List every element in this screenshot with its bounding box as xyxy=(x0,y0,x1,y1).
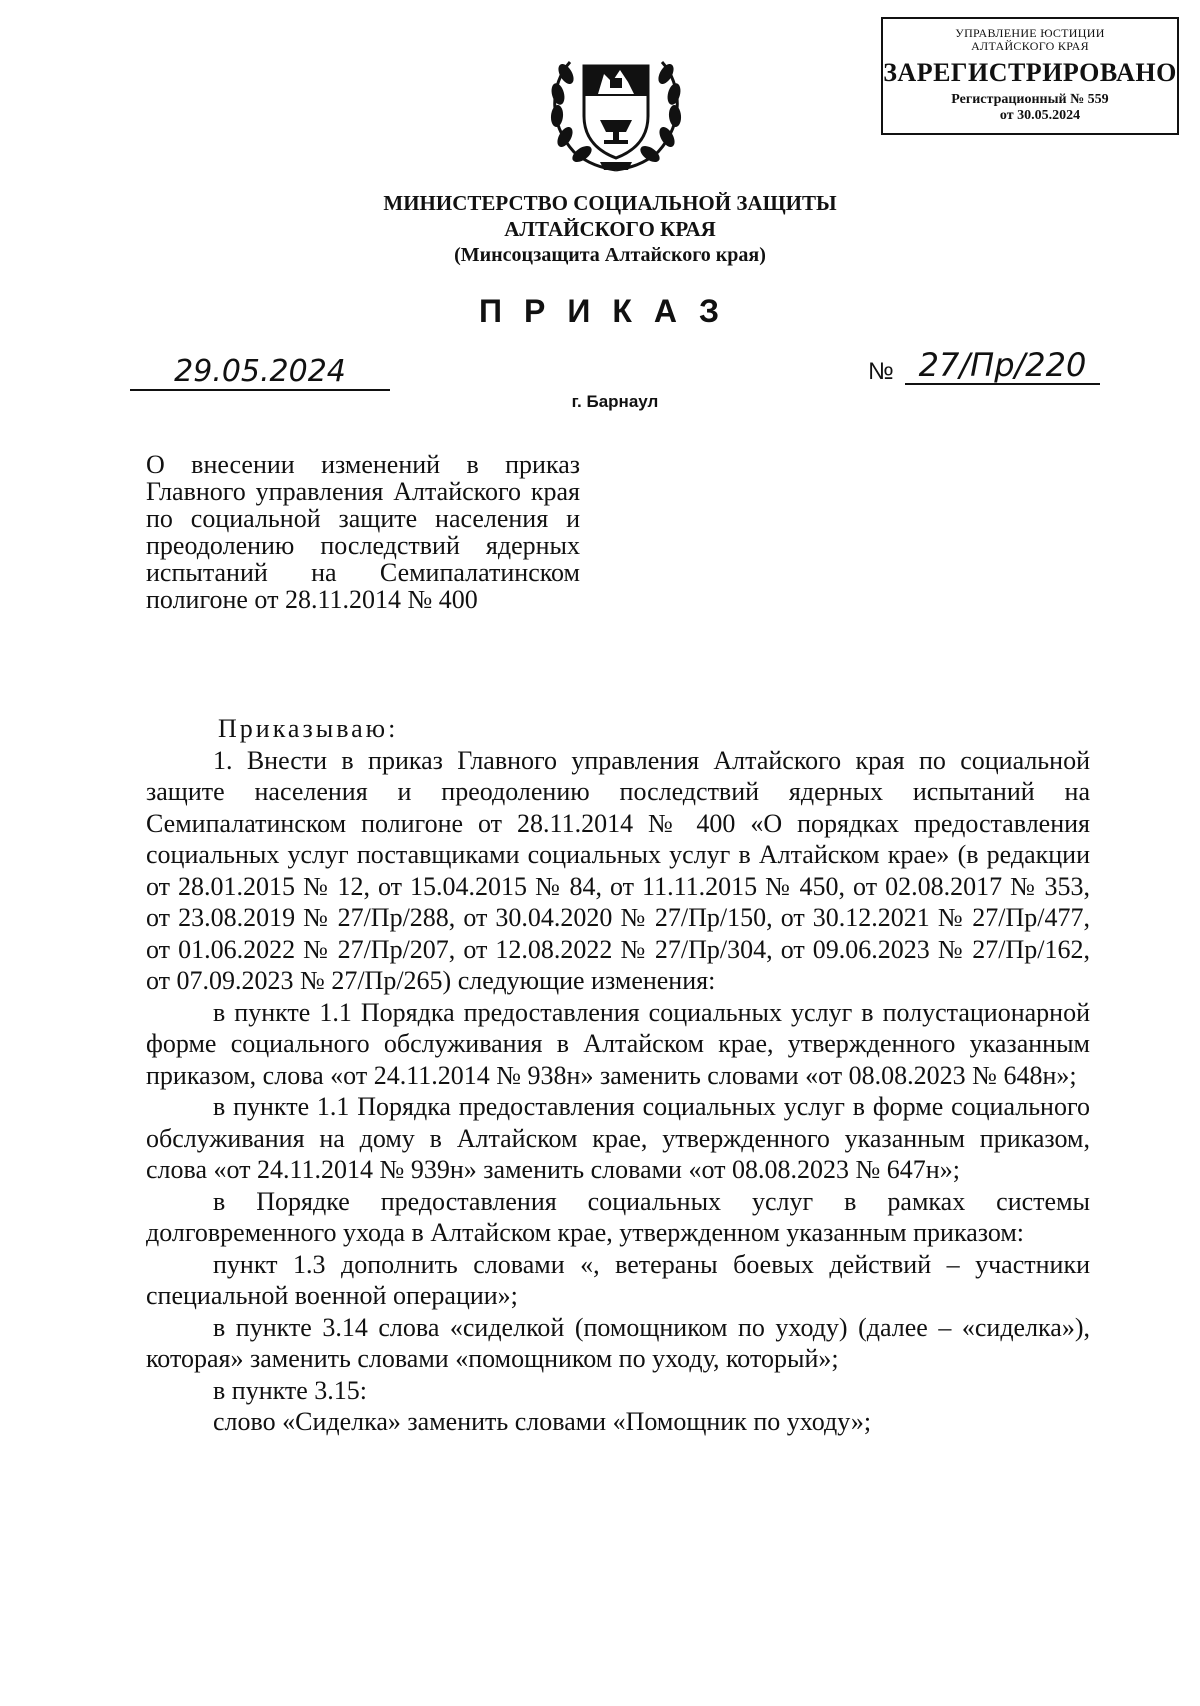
ministry-line2: АЛТАЙСКОГО КРАЯ xyxy=(504,217,716,241)
stamp-reg-date: от 30.05.2024 xyxy=(999,108,1081,123)
ministry-short-name: (Минсоцзащита Алтайского края) xyxy=(454,244,766,266)
document-type: ПРИКАЗ xyxy=(478,293,742,329)
stamp-org-line2: АЛТАЙСКОГО КРАЯ xyxy=(971,39,1089,53)
stamp-org xyxy=(883,27,1177,53)
body-paragraph: в пункте 3.14 слова «сиделкой (помощником по уходу) (далее – «сиделка»), которая» заменить словами «помощником по уходу, который»; xyxy=(146,1312,1090,1373)
stamp-org-line1: УПРАВЛЕНИЕ ЮСТИЦИИ xyxy=(955,26,1105,40)
coat-of-arms-icon xyxy=(540,44,692,174)
stamp-status: ЗАРЕГИСТРИРОВАНО xyxy=(883,58,1177,87)
body-paragraph: пункт 1.3 дополнить словами «, ветераны боевых действий – участники специальной военной операции»; xyxy=(146,1249,1090,1310)
city: г. Барнаул xyxy=(571,392,659,411)
body-paragraph: в пункте 3.15: xyxy=(213,1375,368,1405)
body-paragraph: 1. Внести в приказ Главного управления Алтайского края по социальной защите населения и преодолению последствий ядерных испытаний на Семипалатинском полигоне от 28.11.2014 № 400 «О порядках предоставления социальных услуг поставщиками социальных услуг в Алтайском крае» (в редакции от 28.01.2015 № 12, от 15.04.2015 № 84, от 11.11.2015 № 450, от 02.08.2017 № 353, от 23.08.2019 № 27/Пр/288, от 30.04.2020 № 27/Пр/150, от 30.12.2021 № 27/Пр/477, от 01.06.2022 № 27/Пр/207, от 12.08.2022 № 27/Пр/304, от 09.06.2023 № 27/Пр/162, от 07.09.2023 № 27/Пр/265) следующие изменения: xyxy=(146,745,1090,995)
body-paragraph: в Порядке предоставления социальных услуг в рамках системы долговременного ухода в Алтайском крае, утвержденном указанным приказом: xyxy=(146,1186,1090,1247)
body-paragraph: слово «Сиделка» заменить словами «Помощник по уходу»; xyxy=(213,1407,872,1436)
order-subject: О внесении изменений в приказ Главного управления Алтайского края по социальной защите населения и преодолению последствий ядерных испытаний на Семипалатинском полигоне от 28.11.2014 № 400 xyxy=(146,450,580,614)
ministry-name xyxy=(300,190,920,268)
stamp-registration xyxy=(883,92,1177,124)
order-number: 27/Пр/220 xyxy=(905,347,1100,385)
order-body xyxy=(146,713,1090,1438)
order-date: 29.05.2024 xyxy=(130,355,390,391)
order-number-label: № xyxy=(868,358,894,385)
stamp-reg-number: Регистрационный № 559 xyxy=(951,92,1109,107)
registration-stamp xyxy=(881,17,1179,135)
body-paragraph: в пункте 1.1 Порядка предоставления социальных услуг в форме социального обслуживания на дому в Алтайском крае, утвержденного указанным приказом, слова «от 24.11.2014 № 939н» заменить словами «от 08.08.2023 № 647н»; xyxy=(146,1092,1090,1184)
order-lead: Приказываю: xyxy=(218,714,399,743)
body-paragraph: в пункте 1.1 Порядка предоставления социальных услуг в полустационарной форме социального обслуживания в Алтайском крае, утвержденного указанным приказом, слова «от 24.11.2014 № 938н» заменить словами «от 08.08.2023 № 648н»; xyxy=(146,997,1090,1090)
ministry-line1: МИНИСТЕРСТВО СОЦИАЛЬНОЙ ЗАЩИТЫ xyxy=(383,191,837,215)
